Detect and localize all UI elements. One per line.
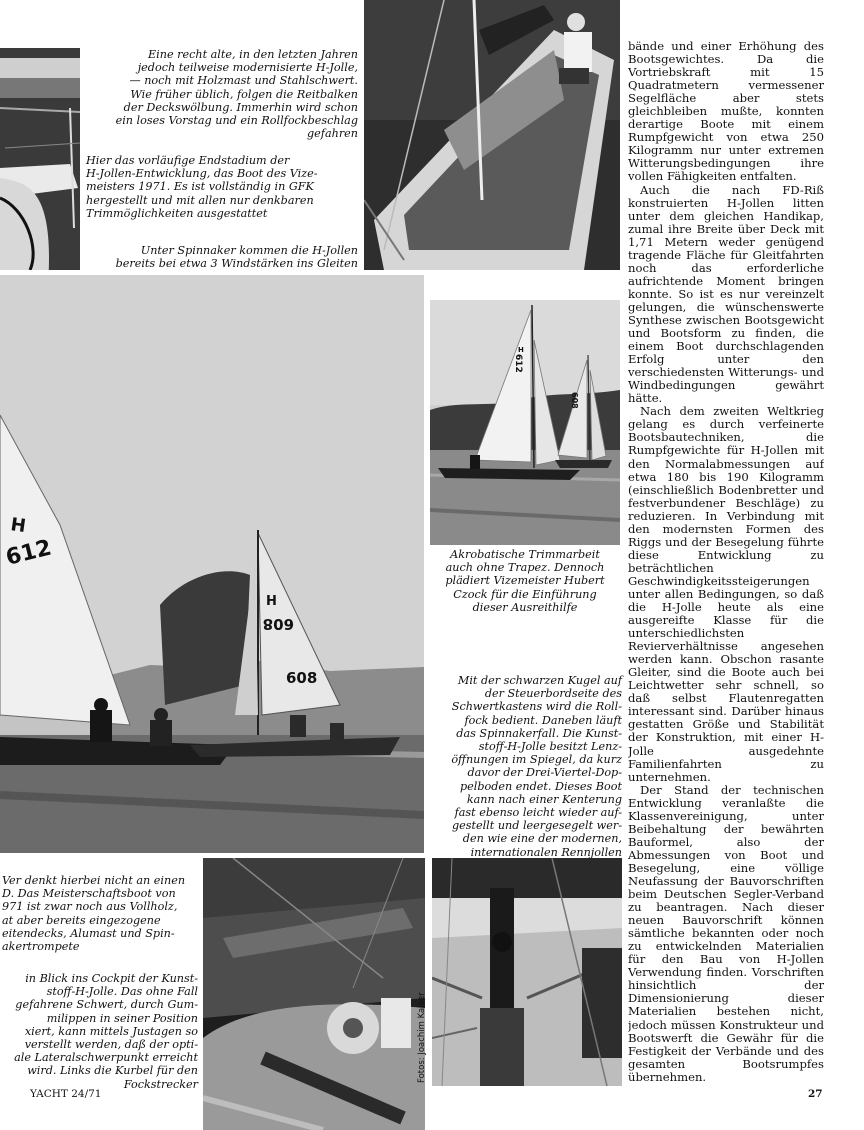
caption-line: jedoch teilweise modernisierte H-Jolle, — [137, 61, 358, 75]
caption-line: Eine recht alte, in den letzten Jahren — [148, 48, 358, 61]
photo-spinnaker — [0, 275, 424, 853]
photo-old-h-jolle — [0, 48, 80, 270]
caption-line: Czock für die Einführung — [453, 587, 597, 601]
caption-line: auch ohne Trapez. Dennoch — [445, 561, 605, 575]
caption-line: meisters 1971. Es ist vollständig in GFK — [86, 180, 314, 194]
caption-line: gefahren — [307, 127, 358, 141]
sail-letter-right: H — [266, 594, 277, 609]
caption-line: xiert, kann mittels Justagen so — [24, 1024, 198, 1038]
article-paragraph: Der Stand der technischen Entwicklung veranlaßte die Klassenvereinigung, unter Beibehaltung der bewährten Bauformel, also der Abmessungen von Boot und Besegelung, eine völlige Neufassung der Bauvorschriften beim Deutschen Segler-Verband zu beantragen. Nach dieser neuen Bauvorschrift können sämtliche bekannten oder noch zu entwickelnden Materialien für den Bau von H-Jollen Verwendung finden. Vorschriften hinsichtlich der Dimensionierung dieser Materialien bestehen nicht, jedoch müssen Konstrukteur und Bootswerft die Gewähr für die Festigkeit der Verbände und des gesamten Bootsrumpfes übernehmen. — [628, 782, 824, 1084]
caption-line: Trimmöglichkeiten ausgestattet — [86, 206, 268, 220]
sail-number-right-lower: 608 — [286, 669, 318, 687]
caption-cockpit — [2, 972, 198, 1091]
caption-line: Ver denkt hierbei nicht an einen — [2, 874, 186, 887]
caption-line: wird. Links die Kurbel für den — [27, 1064, 198, 1078]
sail-letter-left: H — [9, 514, 28, 538]
caption-line: H-Jollen-Entwicklung, das Boot des Vize- — [86, 167, 318, 181]
caption-line: hergestellt und mit allen nur denkbaren — [86, 193, 314, 207]
article-column — [628, 40, 824, 1088]
caption-line: das Spinnakerfall. Die Kunst- — [456, 726, 622, 740]
caption-line: fock bedient. Daneben läuft — [464, 713, 622, 727]
caption-old-h-jolle — [86, 48, 358, 140]
caption-line: Hier das vorläufige Endstadium der — [86, 154, 290, 167]
caption-line: stoff-H-Jolle besitzt Lenz- — [478, 740, 622, 754]
caption-line: der Deckswölbung. Immerhin wird schon — [123, 100, 358, 114]
caption-line: — noch mit Holzmast und Stahlschwert. — [129, 74, 358, 88]
caption-trimmarbeit — [430, 548, 620, 614]
caption-line: at aber bereits eingezogene — [2, 913, 161, 927]
article-paragraph: bände und einer Erhöhung des Bootsgewichtes. Da die Vortriebskraft mit 15 Quadratmetern vermessener Segelfläche aber stets gleichbleiben mußte, konnten derartige Boote mit einem Rumpfgewicht von etwa 250 Kilogramm nur unter extremen Witterungsbedingungen ihre vollen Fähigkeiten entfalten. — [628, 40, 824, 184]
article-paragraph: Auch die nach FD-Riß konstruierten H-Jollen litten unter dem gleichen Handikap, zumal ihre Breite über Deck mit 1,71 Metern weder genügend tragende Fläche für Gleitfahrten noch das erforderliche aufrichtende Moment bringen konnte. So ist es nur vereinzelt gelungen, die wünschenswerte Synthese zwischen Bootsgewicht und Bootsform zu finden, die einem Boot durchschlagenden Erfolg unter den verschiedensten Witterungs- und Windbedingungen gewährt hätte. — [628, 182, 824, 406]
caption-line: Mit der schwarzen Kugel auf — [457, 674, 622, 687]
caption-line: davor der Drei-Viertel-Dop- — [467, 766, 622, 780]
photo-credit — [414, 992, 428, 1084]
caption-line: Fockstrecker — [123, 1077, 198, 1091]
caption-line: Unter Spinnaker kommen die H-Jollen — [140, 244, 358, 257]
caption-meisterschaftsboot — [2, 874, 200, 953]
caption-line: eitendecks, Alumast und Spin- — [2, 926, 175, 940]
caption-line: pelboden endet. Dieses Boot — [459, 779, 622, 793]
caption-line: Schwertkastens wird die Roll- — [451, 700, 622, 714]
caption-line: kann nach einer Kenterung — [466, 792, 622, 806]
caption-line: fast ebenso leicht wieder auf- — [454, 806, 622, 820]
caption-line: gestellt und leergesegelt wer- — [451, 819, 622, 833]
caption-endstadium — [86, 154, 358, 220]
caption-line: Wie früher üblich, folgen die Reitbalken — [130, 87, 358, 101]
caption-line: 971 ist zwar noch aus Vollholz, — [2, 900, 178, 914]
photo-cockpit — [203, 858, 425, 1130]
footer-page-number: 27 — [808, 1088, 823, 1100]
caption-line: der Steuerbordseite des — [484, 687, 622, 701]
caption-line: D. Das Meisterschaftsboot von — [2, 887, 176, 901]
caption-line: öffnungen im Spiegel, da kurz — [451, 753, 622, 767]
photo-endstadium — [364, 0, 620, 270]
photo-trimmarbeit — [430, 300, 620, 545]
small-sail-letter: H — [518, 346, 524, 354]
photo-kugel — [432, 858, 622, 1086]
caption-line: internationalen Rennjollen — [470, 845, 622, 859]
small-sail-number-right: 608 — [570, 392, 579, 409]
caption-line: gefahrene Schwert, durch Gum- — [15, 998, 198, 1012]
caption-line: dieser Ausreithilfe — [472, 600, 578, 614]
footer-magazine: YACHT 24/71 — [30, 1088, 102, 1100]
caption-line: stoff-H-Jolle. Das ohne Fall — [46, 985, 198, 999]
caption-line: Akrobatische Trimmarbeit — [450, 548, 600, 561]
sail-number-right-upper: 608 — [262, 615, 294, 633]
caption-kugel — [428, 674, 622, 859]
caption-line: akertrompete — [2, 940, 80, 954]
caption-line: in Blick ins Cockpit der Kunst- — [25, 972, 198, 985]
caption-line: den wie eine der modernen, — [462, 832, 622, 846]
caption-line: verstellt werden, daß der opti- — [24, 1038, 198, 1052]
caption-line: milippen in seiner Position — [46, 1011, 198, 1025]
small-sail-number-left: 612 — [513, 354, 523, 373]
caption-line: ein loses Vorstag und ein Rollfockbeschlag — [115, 114, 358, 128]
caption-line: ale Lateralschwerpunkt erreicht — [14, 1051, 198, 1065]
caption-spinnaker — [86, 244, 358, 270]
sail-number-left: 612 — [3, 535, 55, 571]
photo-credit-text: Fotos: Joachim Kaiser — [417, 992, 427, 1083]
caption-line: bereits bei etwa 3 Windstärken ins Gleiten — [115, 257, 358, 271]
caption-line: plädiert Vizemeister Hubert — [445, 574, 605, 588]
article-paragraph: Nach dem zweiten Weltkrieg gelang es durch verfeinerte Bootsbautechniken, die Rumpfgewichte für H-Jollen mit den Normalabmessungen auf etwa 180 bis 190 Kilogramm (einschließlich Bodenbretter und festverbundener Beschläge) zu reduzieren. In Verbindung mit den modernsten Formen des Riggs und der Besegelung führte diese Entwicklung zu beträchtlichen Geschwindigkeitssteigerungen unter allen Bedingungen, so daß die H-Jolle heute als eine ausgereifte Klasse für die unterschiedlichsten Revierverhältnisse angesehen werden kann. Obschon rasante Gleiter, sind die Boote auch bei Leichtwetter sehr schnell, so daß selbst Flautenregatten interessant sind. Darüber hinaus gestatten Größe und Stabilität der Konstruktion, mit einer H-Jolle ausgedehnte Familienfahrten zu unternehmen. — [628, 404, 824, 784]
